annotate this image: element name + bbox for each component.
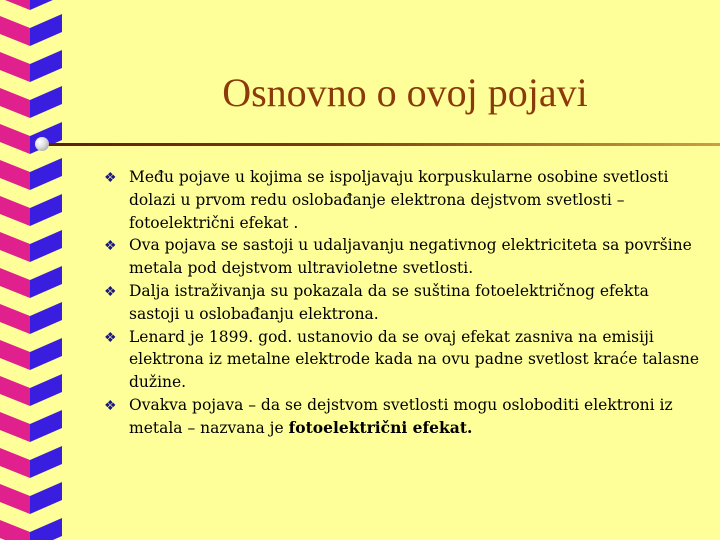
spine-stripe-blue xyxy=(30,14,62,46)
spine-stripe-blue xyxy=(30,86,62,118)
spine-stripe-blue xyxy=(30,446,62,478)
spine-stripe-magenta xyxy=(0,304,30,334)
spine-stripe-blue xyxy=(30,374,62,406)
bullet-list xyxy=(104,166,704,440)
spine-stripe-blue xyxy=(30,194,62,226)
bullet-text: Lenard je 1899. god. ustanovio da se ovaj efekat zasniva na emisiji elektrona iz metalne elektrode kada na ovu padne svetlost kraće talasne dužine. xyxy=(129,327,700,392)
diamond-bullet-icon: ❖ xyxy=(104,397,117,414)
spine-stripe-blue xyxy=(30,50,62,82)
spine-stripe-magenta xyxy=(0,376,30,406)
bullet-item xyxy=(104,326,704,394)
bullet-item xyxy=(104,280,704,326)
spine-stripe-magenta xyxy=(0,52,30,82)
diamond-bullet-icon: ❖ xyxy=(104,329,117,346)
spine-stripe-magenta xyxy=(0,196,30,226)
spine-stripe-magenta xyxy=(0,412,30,442)
diamond-bullet-icon: ❖ xyxy=(104,283,117,300)
spine-stripe-blue xyxy=(30,266,62,298)
bullet-item xyxy=(104,394,704,440)
spine-stripe-blue xyxy=(30,0,62,10)
spine-stripe-blue xyxy=(30,158,62,190)
spine-stripe-magenta xyxy=(0,88,30,118)
spine-stripe-blue xyxy=(30,518,62,540)
bold-term: fotoelektrični efekat. xyxy=(288,417,473,437)
spine-stripe-magenta xyxy=(0,0,30,10)
spine-stripe-magenta xyxy=(0,16,30,46)
divider-knob-icon xyxy=(35,137,49,151)
slide-title: Osnovno o ovoj pojavi xyxy=(222,70,588,115)
spine-stripe-magenta xyxy=(0,232,30,262)
title-divider xyxy=(40,143,720,146)
spine-stripe-magenta xyxy=(0,448,30,478)
spine-stripe-blue xyxy=(30,482,62,514)
bullet-item xyxy=(104,234,704,280)
spine-stripe-magenta xyxy=(0,268,30,298)
diamond-bullet-icon: ❖ xyxy=(104,238,117,255)
decorative-spine xyxy=(0,0,90,540)
spine-stripe-magenta xyxy=(0,484,30,514)
spine-stripe-magenta xyxy=(0,340,30,370)
diamond-bullet-icon: ❖ xyxy=(104,170,117,186)
spine-stripe-blue xyxy=(30,410,62,442)
bullet-text: Među pojave u kojima se ispoljavaju korpuskularne osobine svetlosti dolazi u prvom redu oslobađanje elektrona dejstvom svetlosti – fotoelektrični efekat . xyxy=(129,168,669,232)
spine-stripe-magenta xyxy=(0,520,30,540)
spine-stripe-blue xyxy=(30,338,62,370)
spine-stripe-magenta xyxy=(0,124,30,154)
bullet-item xyxy=(104,166,704,234)
bullet-text: Ova pojava se sastoji u udaljavanju negativnog elektriciteta sa površine metala pod dejstvom ultravioletne svetlosti. xyxy=(129,236,692,278)
spine-stripe-blue xyxy=(30,302,62,334)
bullet-text: Ovakva pojava – da se dejstvom svetlosti mogu osloboditi elektroni iz metala – nazvana je xyxy=(129,395,673,437)
bullet-text: Dalja istraživanja su pokazala da se suština fotoelektričnog efekta sastoji u oslobađanju elektrona. xyxy=(129,281,649,323)
spine-stripe-blue xyxy=(30,230,62,262)
spine-stripe-magenta xyxy=(0,160,30,190)
